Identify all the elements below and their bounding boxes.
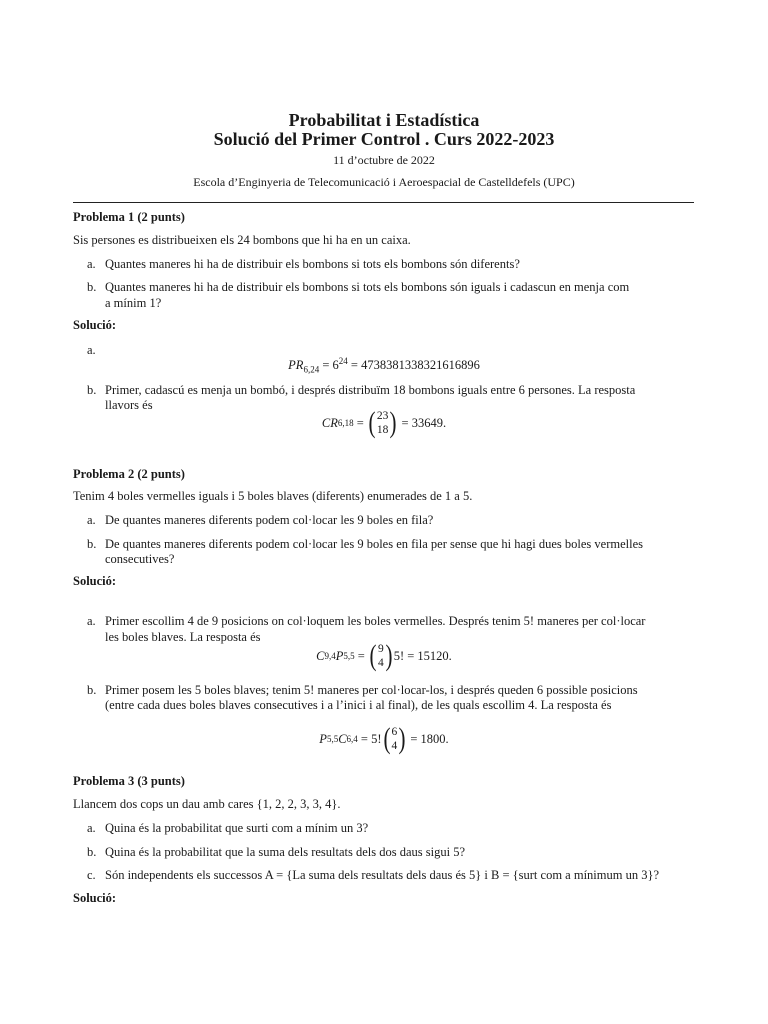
- problem-2-question-b-cont: consecutives?: [105, 552, 175, 566]
- item-label: a.: [87, 513, 96, 527]
- solution-1b-cont: llavors és: [105, 398, 153, 412]
- math-text: = 6: [319, 358, 339, 373]
- math-text: 5! = 15120.: [393, 648, 452, 663]
- item-text: De quantes maneres diferents podem col·locar les 9 boles en fila?: [105, 513, 434, 527]
- item-text: Quina és la probabilitat que la suma dels resultats dels dos daus sigui 5?: [105, 845, 465, 859]
- problem-1-solution-heading: Solució:: [73, 318, 117, 332]
- problem-2-solution-heading: Solució:: [73, 574, 117, 588]
- solution-1a-formula: [0, 356, 768, 375]
- left-paren: (: [383, 722, 390, 755]
- problem-2-question-b: [87, 537, 643, 552]
- math-superscript: 24: [338, 356, 348, 366]
- math-symbol: CR: [321, 415, 338, 430]
- problem-3-question-c: [87, 868, 659, 883]
- right-paren: ): [389, 406, 397, 439]
- item-text: Primer, cadascú es menja un bombó, i després distribuïm 18 bombons iguals entre 6 persones. La resposta: [105, 383, 636, 397]
- math-text: = 1800.: [407, 731, 449, 746]
- problem-1-question-b: [87, 280, 629, 295]
- item-label: b.: [87, 537, 97, 551]
- item-text: De quantes maneres diferents podem col·locar les 9 boles en fila per sense que hi hagi dues boles vermelles: [105, 537, 644, 551]
- problem-3-heading: Problema 3 (3 punts): [73, 774, 185, 788]
- binom-bottom: 4: [391, 740, 398, 752]
- math-text: = 5!: [357, 731, 382, 746]
- solution-2b-cont: (entre cada dues boles blaves consecutives i a l’inici i al final), de les quals escollim 4. La resposta és: [105, 698, 612, 712]
- binom-top: 23: [376, 410, 389, 422]
- item-label: b.: [87, 280, 97, 294]
- solution-2b: [87, 683, 638, 698]
- item-label: b.: [87, 683, 97, 697]
- binom-top: 9: [377, 643, 384, 655]
- right-paren: ): [385, 639, 393, 672]
- math-subscript: 9,4: [324, 651, 336, 661]
- solution-2a-cont: les boles blaves. La resposta és: [105, 630, 261, 644]
- left-paren: (: [369, 639, 377, 672]
- item-text: Primer posem les 5 boles blaves; tenim 5! maneres per col·locar-los, i després queden 6 possible posicions: [105, 683, 638, 697]
- solution-2a: [87, 614, 645, 629]
- math-symbol: P: [335, 648, 344, 663]
- binom-bottom: 18: [376, 424, 389, 436]
- math-subscript: 6,24: [303, 364, 320, 375]
- document-subtitle: Solució del Primer Control . Curs 2022-2023: [213, 129, 555, 149]
- binom-top: 6: [391, 726, 398, 738]
- item-text: Quantes maneres hi ha de distribuir els bombons si tots els bombons són diferents?: [105, 257, 520, 271]
- problem-2-statement: Tenim 4 boles vermelles iguals i 5 boles blaves (diferents) enumerades de 1 a 5.: [73, 489, 473, 503]
- problem-1-question-a: [87, 257, 520, 272]
- problem-3-question-b: [87, 845, 465, 860]
- math-subscript: 6,18: [337, 418, 354, 428]
- school-name: Escola d’Enginyeria de Telecomunicació i Aeroespacial de Castelldefels (UPC): [193, 175, 575, 189]
- item-label: b.: [87, 845, 97, 859]
- item-label: b.: [87, 383, 97, 397]
- item-text: Primer escollim 4 de 9 posicions on col·loquem les boles vermelles. Després tenim 5! maneres per col·locar: [105, 614, 646, 628]
- math-symbol: PR: [288, 358, 304, 373]
- math-symbol: C: [338, 731, 347, 746]
- problem-3-question-a: [87, 821, 368, 836]
- item-label: c.: [87, 868, 96, 882]
- problem-1-heading: Problema 1 (2 punts): [73, 210, 185, 224]
- item-label: a.: [87, 257, 96, 271]
- math-text: =: [354, 648, 368, 663]
- solution-1a-label: a.: [87, 343, 96, 357]
- problem-1-statement: Sis persones es distribueixen els 24 bombons que hi ha en un caixa.: [73, 233, 411, 247]
- item-label: a.: [87, 614, 96, 628]
- math-subscript: 5,5: [326, 734, 339, 744]
- math-symbol: P: [319, 731, 327, 746]
- math-text: =: [353, 415, 367, 430]
- item-text: Quina és la probabilitat que surti com a mínim un 3?: [105, 821, 369, 835]
- problem-3-statement: Llancem dos cops un dau amb cares {1, 2, 2, 3, 3, 4}.: [73, 797, 341, 811]
- binom-bottom: 4: [377, 657, 384, 669]
- left-paren: (: [368, 406, 376, 439]
- math-text: = 33649.: [398, 415, 447, 430]
- problem-2-question-a: [87, 513, 433, 528]
- item-text: Quantes maneres hi ha de distribuir els bombons si tots els bombons són iguals i cadascun en menja com: [105, 280, 630, 294]
- document-title: Probabilitat i Estadística: [288, 110, 480, 130]
- item-text: Són independents els successos A = {La suma dels resultats dels daus és 5} i B = {surt com a mínimum un 3}?: [105, 868, 660, 882]
- item-label: a.: [87, 821, 96, 835]
- solution-1b-formula: [0, 408, 768, 438]
- math-subscript: 6,4: [346, 734, 358, 744]
- solution-1b: [87, 383, 635, 398]
- math-subscript: 5,5: [343, 651, 355, 661]
- math-text: = 4738381338321616896: [347, 358, 480, 373]
- header-rule: [73, 202, 694, 203]
- problem-2-heading: Problema 2 (2 punts): [73, 467, 185, 481]
- math-symbol: C: [316, 648, 325, 663]
- problem-3-solution-heading: Solució:: [73, 891, 117, 905]
- document-date: 11 d’octubre de 2022: [333, 153, 435, 167]
- solution-2b-formula: [0, 724, 768, 754]
- solution-2a-formula: [0, 641, 768, 671]
- problem-1-question-b-cont: a mínim 1?: [105, 296, 162, 310]
- right-paren: ): [398, 722, 406, 755]
